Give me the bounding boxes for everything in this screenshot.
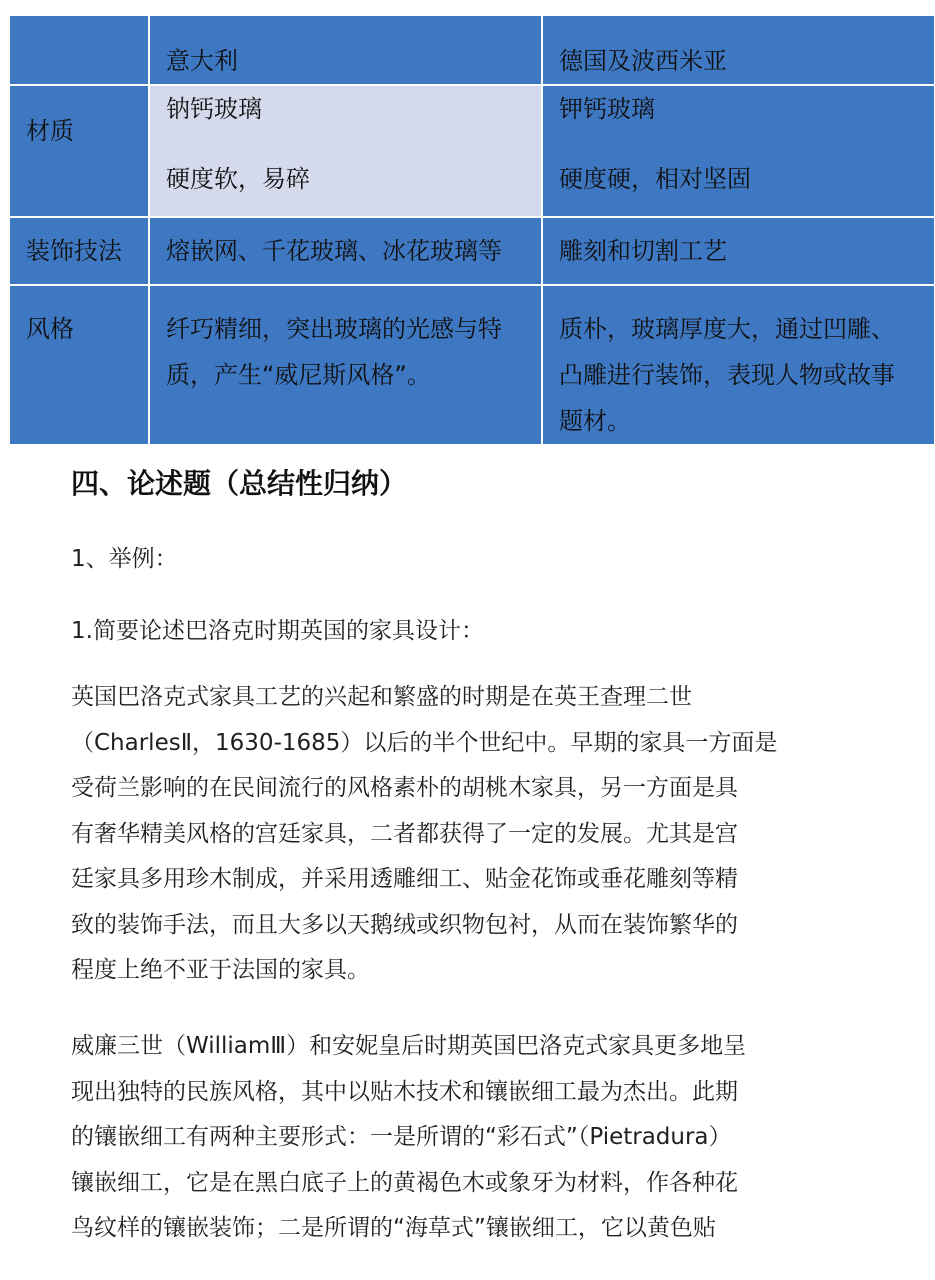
text-line: 廷家具多用珍木制成，并采用透雕细工、贴金花饰或垂花雕刻等精 [71,866,738,892]
cell-line: 质朴，玻璃厚度大，通过凹雕、 [559,315,895,343]
cell-line: 硬度软，易碎 [166,165,310,193]
header-empty-cell [9,15,149,85]
cell-germany-style [542,285,935,445]
subheading-question: 1.简要论述巴洛克时期英国的家具设计： [71,618,484,644]
text-line: 程度上绝不亚于法国的家具。 [71,957,370,983]
cell-line: 纤巧精细，突出玻璃的光感与特 [166,315,502,343]
header-germany: 德国及波西米亚 [542,15,935,85]
cell-italy-technique [149,217,542,285]
table-header-row [9,15,935,85]
cell-line: 硬度硬，相对坚固 [559,165,751,193]
cell-line: 质，产生“威尼斯风格”。 [166,361,431,389]
cell-line: 钾钙玻璃 [559,95,655,123]
table-row-style [9,285,935,445]
text-line: 有奢华精美风格的宫廷家具，二者都获得了一定的发展。尤其是宫 [71,820,738,847]
cell-germany-technique [542,217,935,285]
row-label-technique: 装饰技法 [9,217,149,285]
text-line: 鸟纹样的镶嵌装饰；二是所谓的“海草式”镶嵌细工，它以黄色贴 [71,1215,716,1241]
paragraph-2 [71,1024,851,1252]
cell-italy-material [149,85,542,217]
header-italy: 意大利 [149,15,542,85]
text-line: 受荷兰影响的在民间流行的风格素朴的胡桃木家具，另一方面是具 [71,775,738,801]
cell-line: 熔嵌网、千花玻璃、冰花玻璃等 [166,237,502,265]
section-title: 四、论述题（总结性归纳） [71,467,408,500]
text-line: 致的装饰手法，而且大多以天鹅绒或织物包衬，从而在装饰繁华的 [71,911,738,938]
row-label-material: 材质 [9,85,149,217]
comparison-table [8,14,935,446]
text-line: 英国巴洛克式家具工艺的兴起和繁盛的时期是在英王查理二世 [71,684,692,710]
cell-italy-style [149,285,542,445]
table-row-material [9,85,935,217]
subheading-examples: 1、举例： [71,546,178,572]
row-label-style: 风格 [9,285,149,445]
text-line: （CharlesⅡ，1630-1685）以后的半个世纪中。早期的家具一方面是 [71,729,778,756]
text-line: 镶嵌细工，它是在黑白底子上的黄褐色木或象牙为材料，作各种花 [71,1169,738,1196]
text-line: 的镶嵌细工有两种主要形式：一是所谓的“彩石式”（Pietradura） [71,1124,732,1150]
cell-line: 凸雕进行装饰，表现人物或故事 [559,361,895,389]
table-row-technique [9,217,935,285]
cell-line: 题材。 [559,407,631,435]
cell-germany-material [542,85,935,217]
cell-line: 雕刻和切割工艺 [559,237,727,265]
cell-line: 钠钙玻璃 [166,95,262,123]
paragraph-1 [71,675,851,994]
text-line: 威廉三世（WilliamⅢ）和安妮皇后时期英国巴洛克式家具更多地呈 [71,1033,747,1059]
text-line: 现出独特的民族风格，其中以贴木技术和镶嵌细工最为杰出。此期 [71,1078,738,1105]
